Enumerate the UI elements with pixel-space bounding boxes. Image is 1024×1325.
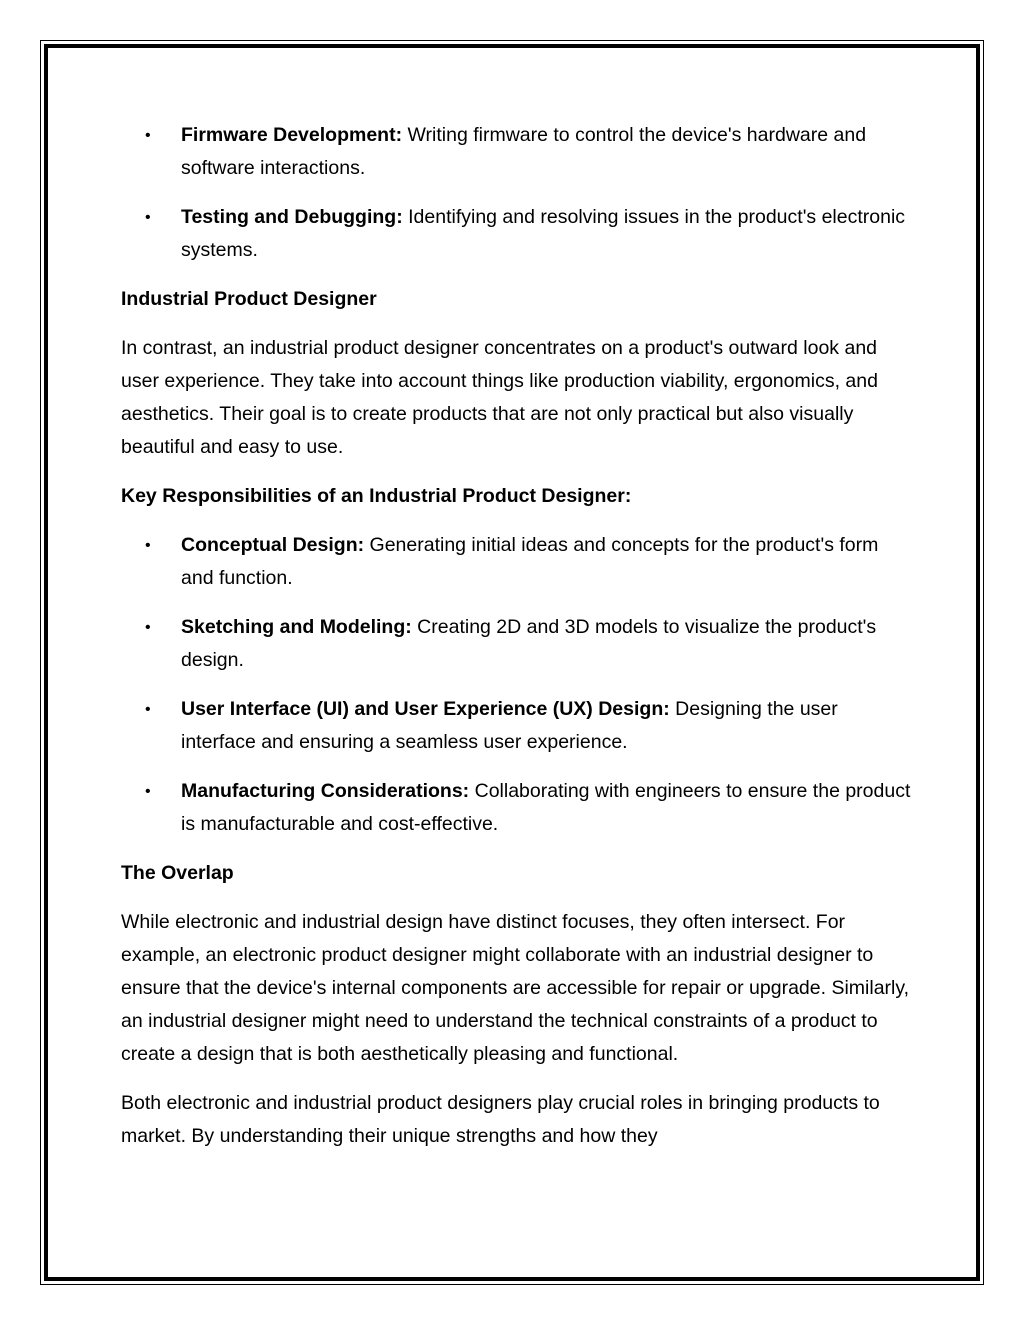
firmware-testing-list bbox=[121, 119, 911, 267]
list-item-text: Designing the user interface and ensuring a seamless user experience. bbox=[181, 698, 838, 753]
list-item-term: Sketching and Modeling: bbox=[181, 616, 412, 638]
list-item bbox=[121, 201, 911, 267]
list-item-term: Testing and Debugging: bbox=[181, 206, 403, 228]
paragraph-overlap: While electronic and industrial design have distinct focuses, they often intersect. For example, an electronic product designer might collaborate with an industrial designer to ensure that the device's internal components are accessible for repair or upgrade. Similarly, an industrial designer might need to understand the technical constraints of a product to create a design that is both aesthetically pleasing and functional. bbox=[121, 911, 910, 1065]
list-item-term: Manufacturing Considerations: bbox=[181, 780, 470, 802]
paragraph-conclusion: Both electronic and industrial product designers play crucial roles in bringing products to market. By understanding their unique strengths and how they bbox=[121, 1092, 880, 1147]
list-item bbox=[121, 775, 911, 841]
list-item-text: Creating 2D and 3D models to visualize the product's design. bbox=[181, 616, 877, 671]
list-item bbox=[121, 693, 911, 759]
list-item bbox=[121, 611, 911, 677]
section-heading-industrial-designer: Industrial Product Designer bbox=[121, 288, 377, 310]
list-item-text: Identifying and resolving issues in the product's electronic systems. bbox=[181, 206, 906, 261]
list-item bbox=[121, 119, 911, 185]
responsibilities-list bbox=[121, 529, 911, 841]
list-item-term: Firmware Development: bbox=[181, 124, 403, 146]
paragraph-industrial-intro: In contrast, an industrial product designer concentrates on a product's outward look and user experience. They take into account things like production viability, ergonomics, and aesthetics. Their goal is to create products that are not only practical but also visually beautiful and easy to use. bbox=[121, 337, 878, 458]
list-item-text: Collaborating with engineers to ensure the product is manufacturable and cost-effective. bbox=[181, 780, 911, 835]
section-heading-overlap: The Overlap bbox=[121, 862, 234, 884]
list-item-text: Generating initial ideas and concepts for the product's form and function. bbox=[181, 534, 879, 589]
list-item bbox=[121, 529, 911, 595]
document-body bbox=[121, 119, 911, 1169]
list-item-text: Writing firmware to control the device's hardware and software interactions. bbox=[181, 124, 867, 179]
list-item-term: Conceptual Design: bbox=[181, 534, 365, 556]
section-heading-key-responsibilities: Key Responsibilities of an Industrial Product Designer: bbox=[121, 485, 632, 507]
list-item-term: User Interface (UI) and User Experience (UX) Design: bbox=[181, 698, 670, 720]
